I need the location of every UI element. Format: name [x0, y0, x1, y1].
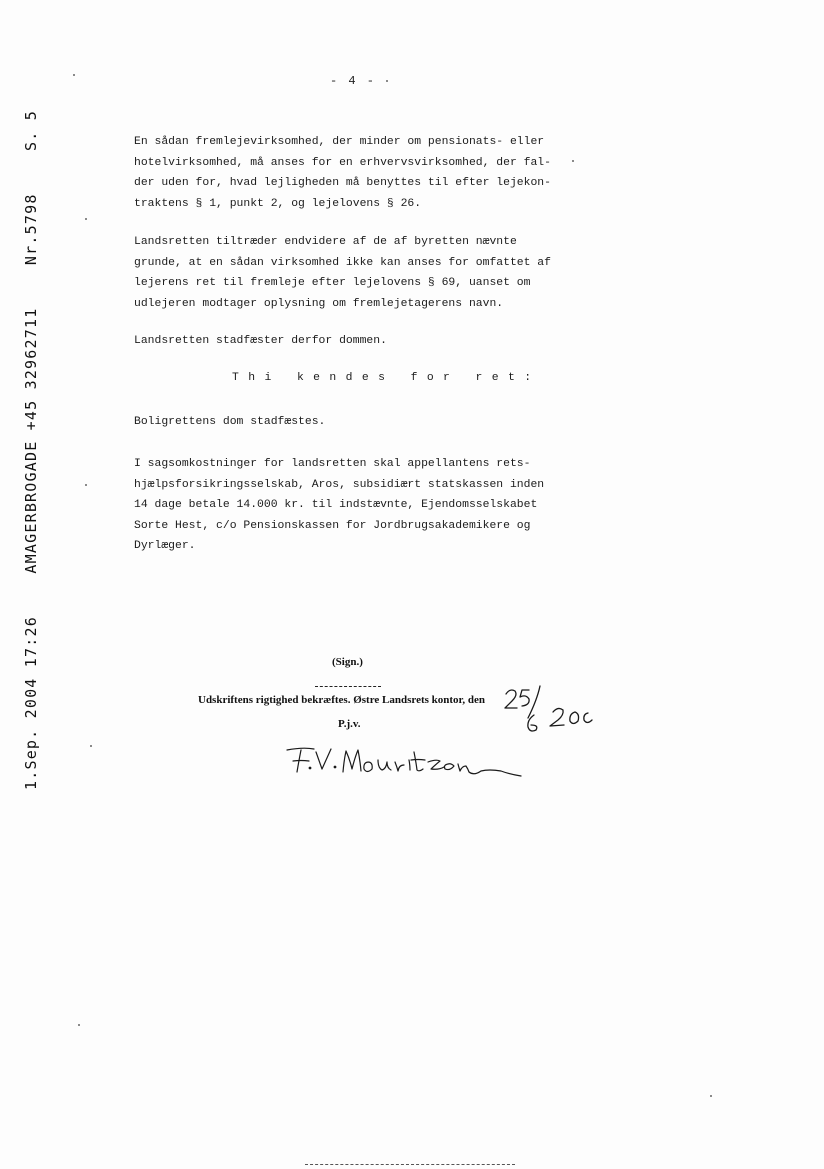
text-line: grunde, at en sådan virksomhed ikke kan anses for omfattet af [134, 256, 551, 269]
scan-speck [90, 745, 92, 747]
handwritten-date [505, 686, 592, 731]
text-line: En sådan fremlejevirksomhed, der minder om pensionats- eller [134, 136, 545, 148]
paragraph-housing-court-judgment [134, 412, 574, 433]
text-line: Boligrettens dom stadfæstes. [134, 416, 326, 428]
text-line: hotelvirksomhed, må anses for en erhvervsvirksomhed, der fal- [134, 156, 551, 169]
verdict-heading: Thi kendes for ret: [232, 372, 541, 384]
paragraph-judgment-upheld [134, 331, 574, 352]
text-line: Landsretten stadfæster derfor dommen. [134, 335, 387, 347]
scan-speck [710, 1095, 712, 1097]
scan-speck [78, 1024, 80, 1026]
fax-sender: AMAGERBROGADE +45 32962711 [22, 307, 40, 574]
paragraph-sublet-business [134, 132, 574, 214]
paragraph-legal-costs [134, 454, 574, 557]
fax-transmission-header [22, 110, 40, 790]
handwritten-signature [287, 748, 521, 776]
scan-speck [73, 74, 75, 76]
text-line: Dyrlæger. [134, 540, 196, 552]
fax-page: S. 5 [22, 110, 40, 151]
text-line: lejerens ret til fremleje efter lejelovens § 69, uanset om [134, 277, 531, 289]
text-line: 14 dage betale 14.000 kr. til indstævnte, Ejendomsselskabet [134, 499, 538, 511]
scan-speck [85, 218, 87, 220]
text-line: Sorte Hest, c/o Pensionskassen for Jordbrugsakademikere og [134, 519, 531, 532]
text-line: der uden for, hvad lejligheden må benyttes til efter lejekon- [134, 177, 551, 189]
text-line: Landsretten tiltræder endvidere af de af byretten nævnte [134, 236, 517, 248]
text-line: traktens § 1, punkt 2, og lejelovens § 26. [134, 197, 422, 210]
text-line: udlejeren modtager oplysning om fremlejetagerens navn. [134, 297, 504, 310]
page-number: - 4 - [330, 74, 377, 88]
signature-dashes [315, 686, 381, 688]
scan-speck [572, 160, 574, 162]
certification-text: Udskriftens rigtighed bekræftes. Østre Landsrets kontor, den [198, 694, 486, 706]
text-line: I sagsomkostninger for landsretten skal appellantens rets- [134, 458, 531, 470]
fax-timestamp: 1.Sep. 2004 17:26 [22, 616, 40, 790]
fax-number: Nr.5798 [22, 193, 40, 266]
scan-speck [85, 484, 87, 486]
scan-speck [386, 80, 388, 82]
paragraph-court-agrees [134, 232, 574, 314]
pjv-label: P.j.v. [338, 718, 361, 730]
sign-marker: (Sign.) [332, 656, 363, 668]
text-line: hjælpsforsikringsselskab, Aros, subsidiært statskassen inden [134, 478, 545, 491]
bottom-rule [305, 1164, 515, 1165]
